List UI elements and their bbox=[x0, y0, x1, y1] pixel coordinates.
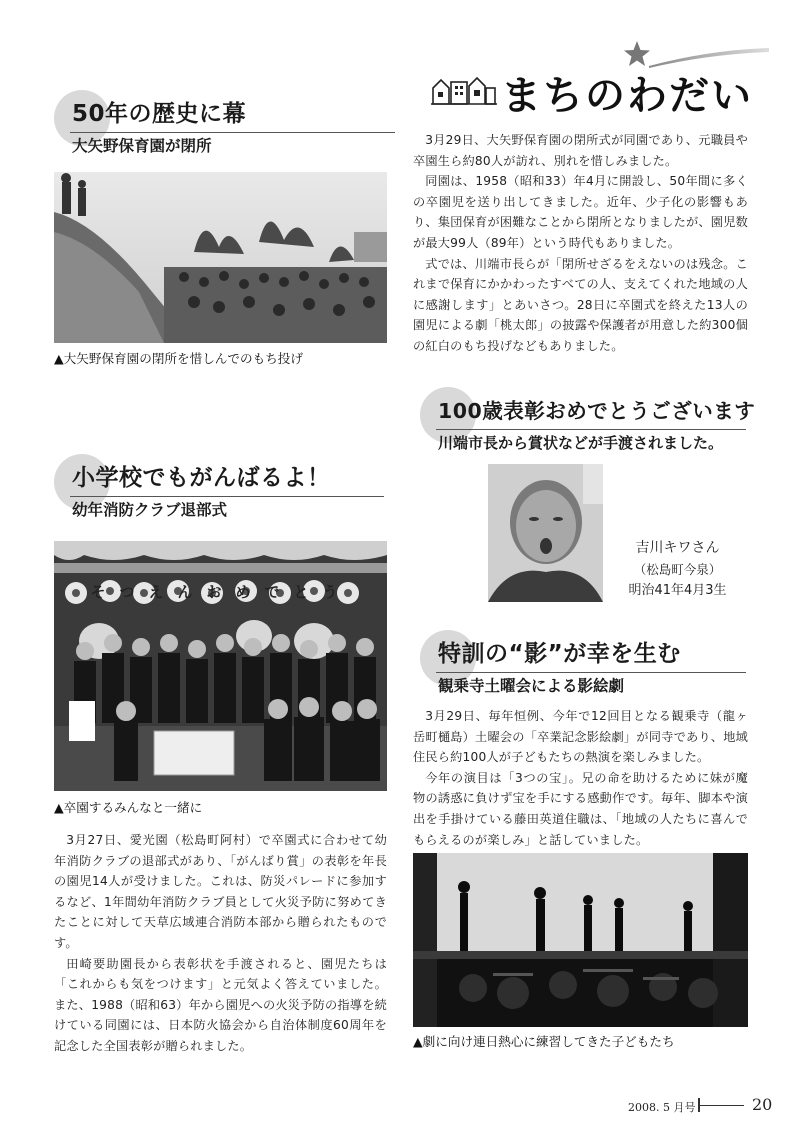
article1-body bbox=[413, 130, 748, 357]
photo-banner-text: そつえんおめでとう bbox=[90, 583, 352, 601]
portrait-photo bbox=[488, 464, 603, 602]
swoosh-decoration bbox=[649, 46, 769, 68]
person-name: 吉川キワさん bbox=[635, 540, 720, 556]
article3-title: 小学校でもがんばるよ！ bbox=[72, 465, 331, 491]
article3-subtitle: 幼年消防クラブ退部式 bbox=[72, 501, 228, 519]
article3-body bbox=[54, 830, 387, 1057]
article1-caption: ▲大矢野保育園の閉所を惜しんでのもち投げ bbox=[54, 351, 303, 366]
header-rule bbox=[70, 496, 384, 497]
article4-subtitle: 観乗寺土曜会による影絵劇 bbox=[438, 677, 625, 695]
article4-header bbox=[436, 640, 746, 697]
article4-body bbox=[413, 706, 748, 850]
article1-subtitle: 大矢野保育園が閉所 bbox=[72, 137, 212, 155]
article4-paragraph: 3月29日、毎年恒例、今年で12回目となる観乗寺（龍ヶ岳町樋島）土曜会の「卒業記念影絵劇」が同寺であり、地域住民ら約100人が子どもたちの熱演を楽しみました。 bbox=[413, 709, 748, 765]
article2-subtitle: 川端市長から賞状などが手渡されました。 bbox=[438, 434, 724, 452]
star-icon bbox=[623, 40, 651, 68]
article4-paragraph: 今年の演目は「3つの宝」。兄の命を助けるために妹が魔物の誘惑に負けず宝を手にする感動作です。毎年、脚本や演出を手掛けている藤田英道住職は、「地域の人たちに喜んでもらえるのが楽しみ」と話していました。 bbox=[413, 770, 748, 847]
article3-paragraph: 3月27日、愛光園（松島町阿村）で卒園式に合わせて幼年消防クラブの退部式があり、「がんばり賞」の表彰を年長の園児14人が受けました。これは、防災パレードに参加するなど、1年間幼年消防クラブ員として火災予防に努めてきたことに対して天草広域連合消防本部から贈られたものです。 bbox=[54, 833, 387, 950]
article1-paragraph: 3月29日、大矢野保育園の閉所式が同園であり、元職員や卒園生ら約80人が訪れ、別れを惜しみました。 bbox=[413, 133, 748, 168]
page-footer bbox=[590, 1094, 780, 1116]
article3-header bbox=[70, 464, 384, 521]
masthead bbox=[425, 40, 770, 120]
article1-paragraph: 同園は、1958（昭和33）年4月に開設し、50年間に多くの卒園児を送り出してきました。近年、少子化の影響もあり、集団保育が困難なことから閉所となりましたが、園児数が最大99人（89年）という時代もありました。 bbox=[413, 174, 748, 250]
issue-label: 2008. 5 月号 bbox=[628, 1101, 696, 1114]
article2-title: 100歳表彰おめでとうございます bbox=[438, 399, 756, 423]
header-rule bbox=[70, 132, 395, 133]
person-birth: 明治41年4月3生 bbox=[628, 583, 727, 598]
town-houses-icon bbox=[431, 74, 497, 106]
person-info bbox=[605, 538, 750, 601]
header-rule bbox=[436, 672, 746, 673]
article4-title: 特訓の“影”が幸を生む bbox=[438, 641, 681, 667]
article2-header bbox=[436, 397, 756, 454]
article1-photo bbox=[54, 172, 387, 343]
article1-header bbox=[70, 100, 395, 157]
footer-rule bbox=[700, 1105, 744, 1106]
article1-title: 50年の歴史に幕 bbox=[72, 101, 247, 127]
article3-photo bbox=[54, 541, 387, 791]
person-location: （松島町今泉） bbox=[633, 562, 722, 577]
article3-paragraph: 田崎要助園長から表彰状を手渡されると、園児たちは「これからも気をつけます」と元気よく答えていました。また、1988（昭和63）年から園児への火災予防の指導を続けている同園には、日本防火協会から自治体制度60周年を記念した全国表彰が贈られました。 bbox=[54, 956, 387, 1053]
article4-caption: ▲劇に向け連日熱心に練習してきた子どもたち bbox=[413, 1034, 675, 1049]
page-number: 20 bbox=[752, 1095, 773, 1114]
masthead-title: まちのわだい bbox=[501, 73, 753, 119]
article1-paragraph: 式では、川端市長らが「閉所せざるをえないのは残念。これまで保育にかかわったすべての人、支えてくれた地域の人に感謝します」とあいさつ。28日に卒園式を終えた13人の園児による劇「桃太郎」の披露や保護者が用意した約300個の紅白のもち投げなどもありました。 bbox=[413, 256, 748, 353]
article4-photo bbox=[413, 853, 748, 1027]
header-rule bbox=[436, 429, 746, 430]
article3-caption: ▲卒園するみんなと一緒に bbox=[54, 800, 203, 815]
